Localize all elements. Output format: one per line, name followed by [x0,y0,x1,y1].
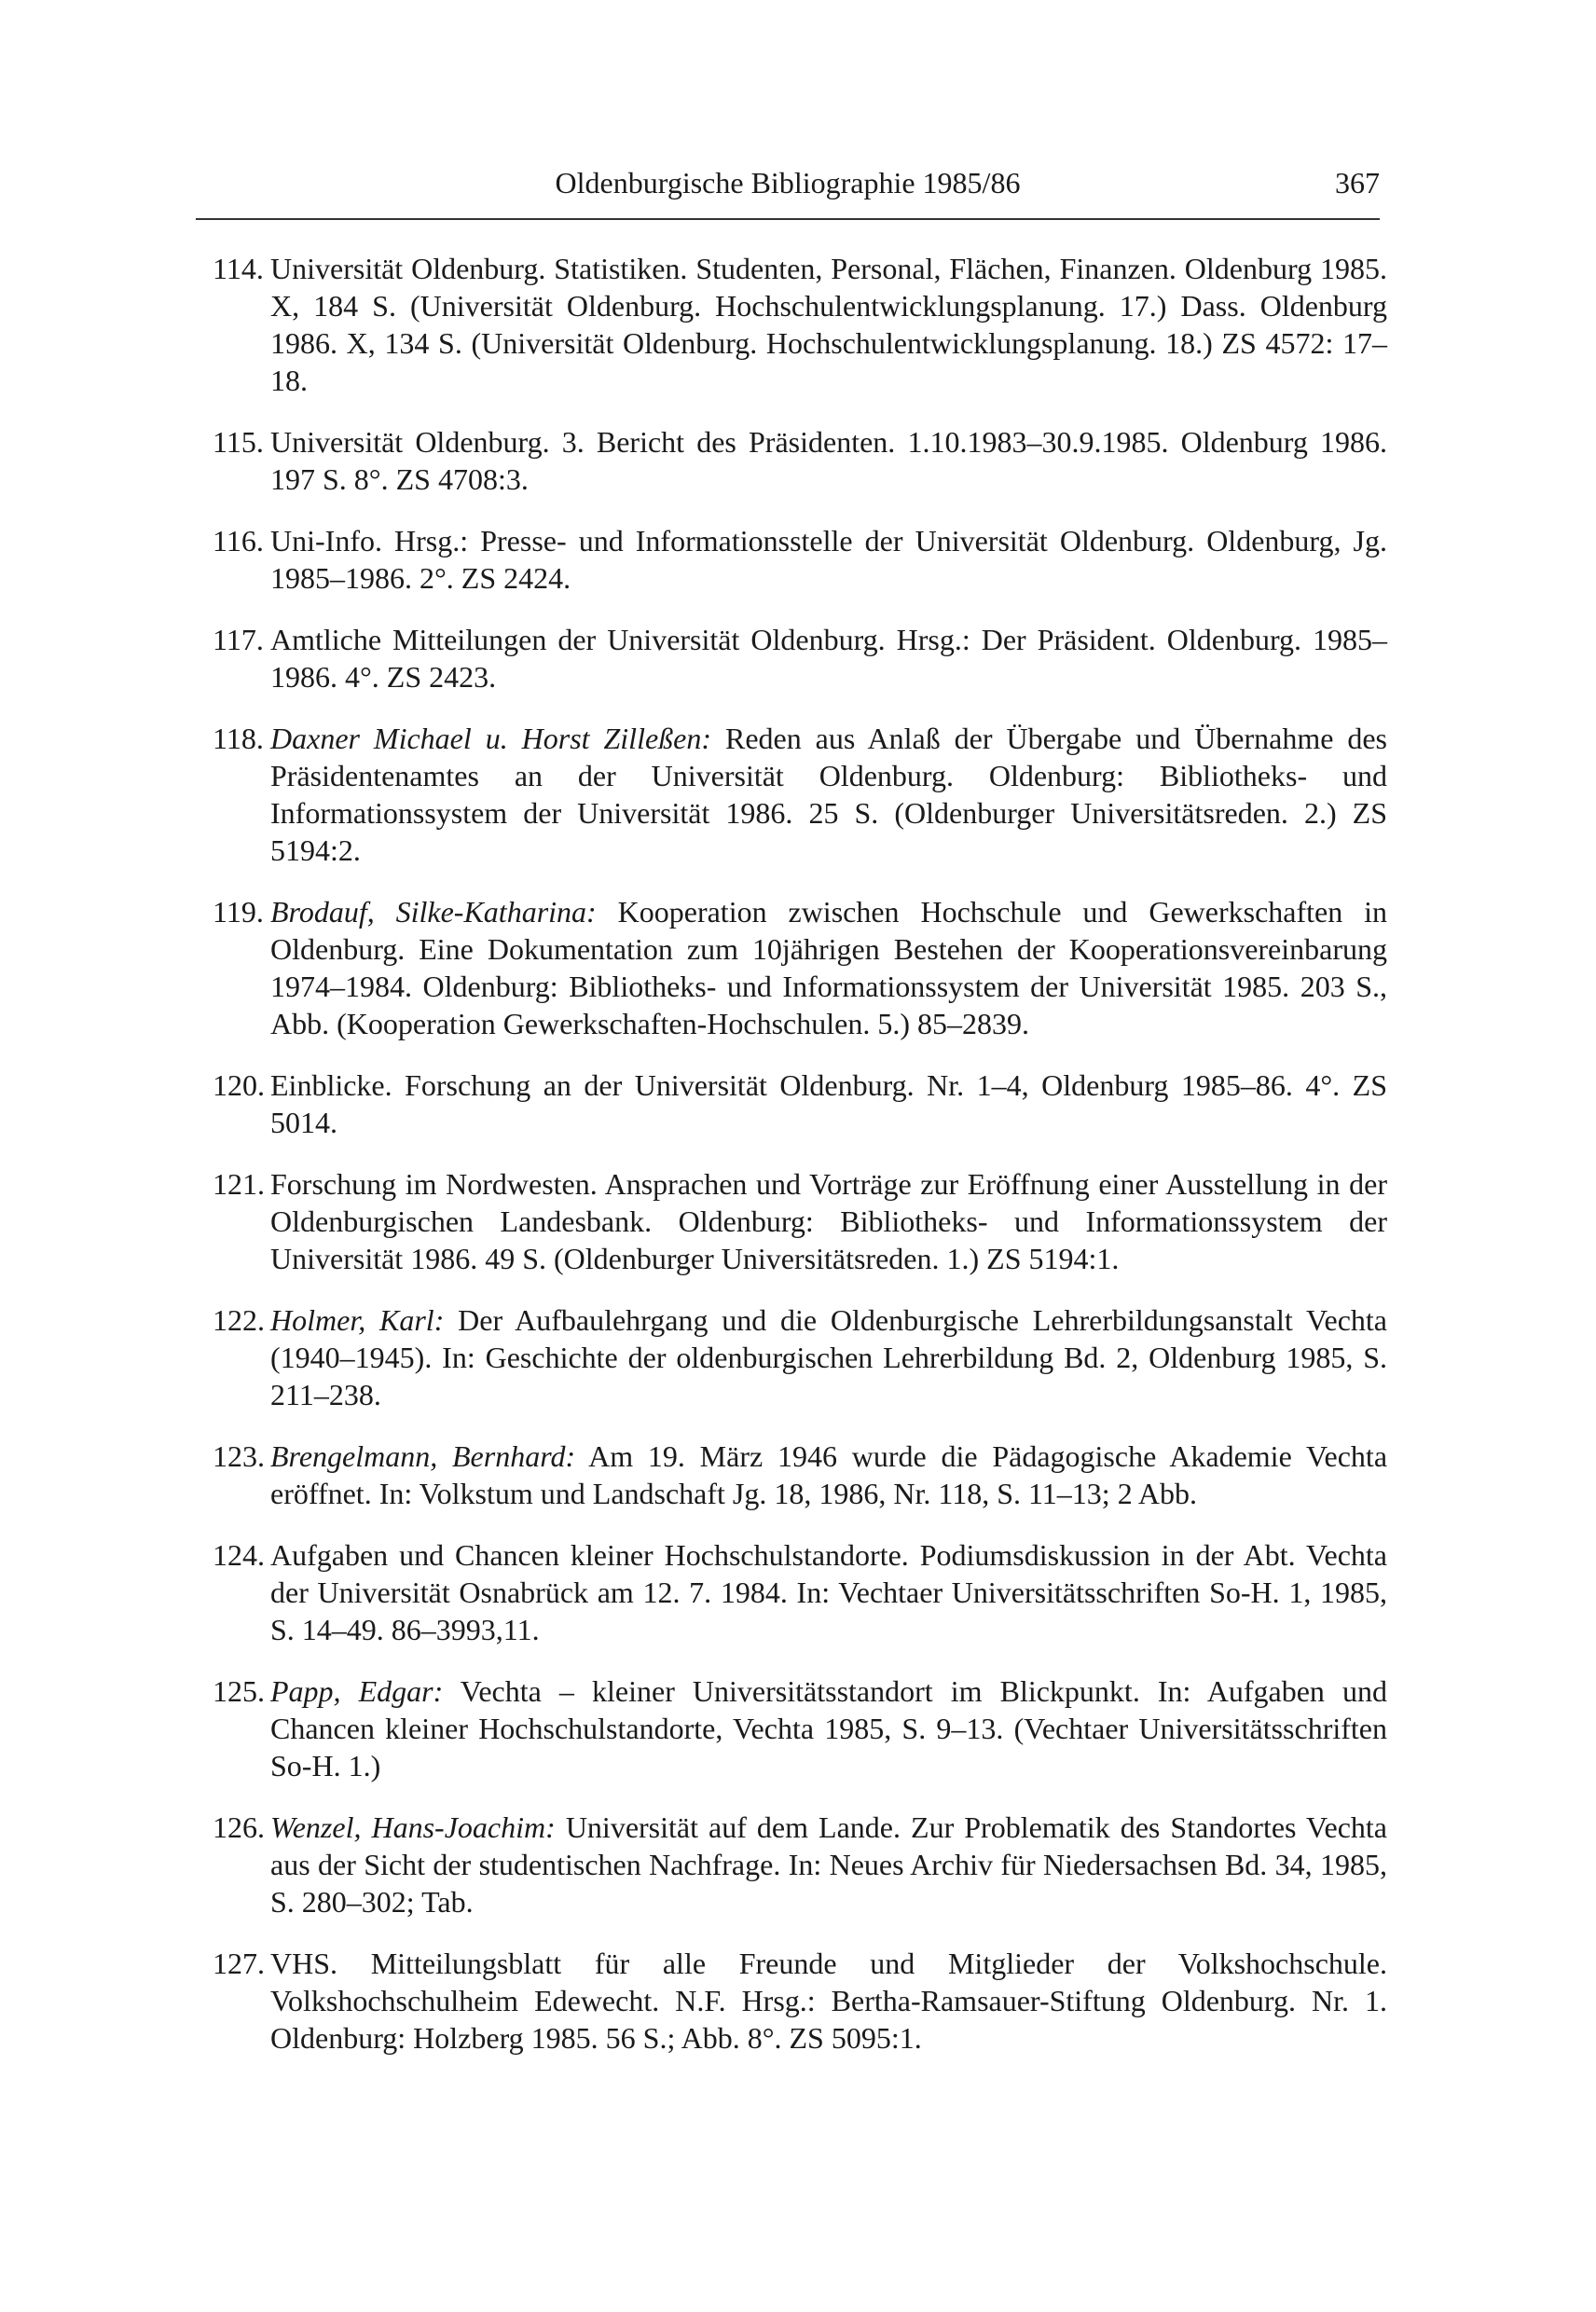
entry-text [270,621,1387,695]
entry-body: Der Aufbaulehrgang und die Oldenburgische Lehrerbildungsanstalt Vechta (1940–1945). In: Geschichte der oldenburgischen Lehrerbildung Bd. 2, Oldenburg 1985, S. 211–238. [270,1303,1387,1411]
entry-body: Universität Oldenburg. 3. Bericht des Präsidenten. 1.10.1983–30.9.1985. Oldenburg 1986. 197 S. 8°. ZS 4708:3. [270,425,1387,496]
bibliography-entry-114 [213,250,1387,399]
entry-body: Universität Oldenburg. Statistiken. Studenten, Personal, Flächen, Finanzen. Oldenburg 1985. X, 184 S. (Universität Oldenburg. Hochschulentwicklungsplanung. 17.) Dass. Oldenburg 1986. X, 134 S. (Universität Oldenburg. Hochschulentwicklungsplanung. 18.) ZS 4572: 17–18. [270,252,1387,397]
entry-number: 116. [213,524,264,557]
header-rule [196,218,1380,220]
entry-number: 115. [213,425,264,459]
entry-number: 117. [213,623,264,656]
entry-text [270,1672,1387,1784]
entry-text [270,1945,1387,2057]
bibliography-entry-125 [213,1672,1387,1784]
entry-number: 114. [213,252,264,285]
entry-text [270,1438,1387,1512]
entry-body: Forschung im Nordwesten. Ansprachen und Vorträge zur Eröffnung einer Ausstellung in der Oldenburgischen Landesbank. Oldenburg: Bibliotheks- und Informationssystem der Universität 1986. 49 S. (Oldenburger Universitätsreden. 1.) ZS 5194:1. [270,1167,1387,1275]
entry-number: 125. [213,1674,265,1708]
entry-body: Reden aus Anlaß der Übergabe und Übernahme des Präsidentenamtes an der Universität Oldenburg. Oldenburg: Bibliotheks- und Informationssystem der Universität 1986. 25 S. (Oldenburger Universitätsreden. 2.) ZS 5194:2. [270,722,1388,867]
entry-number: 124. [213,1538,265,1572]
page-title: Oldenburgische Bibliographie 1985/86 [555,166,1021,200]
bibliography-entry-118 [213,720,1387,869]
entry-author: Wenzel, Hans-Joachim: [270,1810,556,1844]
entry-body: VHS. Mitteilungsblatt für alle Freunde und Mitglieder der Volkshochschule. Volkshochschulheim Edewecht. N.F. Hrsg.: Bertha-Ramsauer-Stiftung Oldenburg. Nr. 1. Oldenburg: Holzberg 1985. 56 S.; Abb. 8°. ZS 5095:1. [270,1947,1387,2055]
bibliography-entry-115 [213,423,1387,498]
bibliography-entry-123 [213,1438,1387,1512]
entry-text [270,1536,1387,1648]
entry-number: 127. [213,1947,265,1980]
bibliography-entry-119 [213,893,1387,1042]
running-header [196,166,1380,209]
entry-number: 121. [213,1167,265,1201]
bibliography-entry-117 [213,621,1387,695]
entry-number: 126. [213,1810,265,1844]
bibliography-entry-120 [213,1067,1387,1141]
page-number: 367 [1335,166,1380,200]
entry-body: Kooperation zwischen Hochschule und Gewerkschaften in Oldenburg. Eine Dokumentation zum 10jährigen Bestehen der Kooperationsvereinbarung 1974–1984. Oldenburg: Bibliotheks- und Informationssystem der Universität 1985. 203 S., Abb. (Kooperation Gewerkschaften-Hochschulen. 5.) 85–2839. [270,895,1388,1040]
entry-text [270,1809,1387,1920]
entry-author: Daxner Michael u. Horst Zilleßen: [270,722,712,755]
entry-body: Aufgaben und Chancen kleiner Hochschulstandorte. Podiumsdiskussion in der Abt. Vechta der Universität Osnabrück am 12. 7. 1984. In: Vechtaer Universitätsschriften So-H. 1, 1985, S. 14–49. 86–3993,11. [270,1538,1387,1646]
entry-body: Vechta – kleiner Universitätsstandort im Blickpunkt. In: Aufgaben und Chancen kleiner Hochschulstandorte, Vechta 1985, S. 9–13. (Vechtaer Universitätsschriften So-H. 1.) [270,1674,1387,1782]
bibliography-entry-116 [213,522,1387,597]
entry-body: Am 19. März 1946 wurde die Pädagogische Akademie Vechta eröffnet. In: Volkstum und Landschaft Jg. 18, 1986, Nr. 118, S. 11–13; 2 Abb. [270,1439,1388,1510]
bibliography-entry-127 [213,1945,1387,2057]
bibliography-entry-121 [213,1165,1387,1277]
bibliography-entry-124 [213,1536,1387,1648]
bibliography-entry-126 [213,1809,1387,1920]
entry-text [270,720,1387,869]
entry-text [270,250,1387,399]
entry-number: 119. [213,895,264,929]
entry-text [270,423,1387,498]
entry-body: Amtliche Mitteilungen der Universität Oldenburg. Hrsg.: Der Präsident. Oldenburg. 1985–1986. 4°. ZS 2423. [270,623,1387,694]
entry-text [270,1301,1387,1413]
entry-body: Uni-Info. Hrsg.: Presse- und Informationsstelle der Universität Oldenburg. Oldenburg, Jg. 1985–1986. 2°. ZS 2424. [270,524,1387,595]
entry-author: Brodauf, Silke-Katharina: [270,895,597,929]
entry-number: 123. [213,1439,265,1473]
entry-body: Einblicke. Forschung an der Universität Oldenburg. Nr. 1–4, Oldenburg 1985–86. 4°. ZS 5014. [270,1068,1387,1139]
entry-text [270,893,1387,1042]
entry-author: Papp, Edgar: [270,1674,444,1708]
entry-text [270,1165,1387,1277]
bibliography-entry-122 [213,1301,1387,1413]
entry-text [270,522,1387,597]
entry-body: Universität auf dem Lande. Zur Problematik des Standortes Vechta aus der Sicht der studentischen Nachfrage. In: Neues Archiv für Niedersachsen Bd. 34, 1985, S. 280–302; Tab. [270,1810,1388,1919]
entry-author: Holmer, Karl: [270,1303,445,1337]
entry-number: 122. [213,1303,265,1337]
entry-number: 118. [213,722,264,755]
bibliography-list [213,250,1387,2081]
entry-number: 120. [213,1068,265,1102]
entry-text [270,1067,1387,1141]
entry-author: Brengelmann, Bernhard: [270,1439,576,1473]
